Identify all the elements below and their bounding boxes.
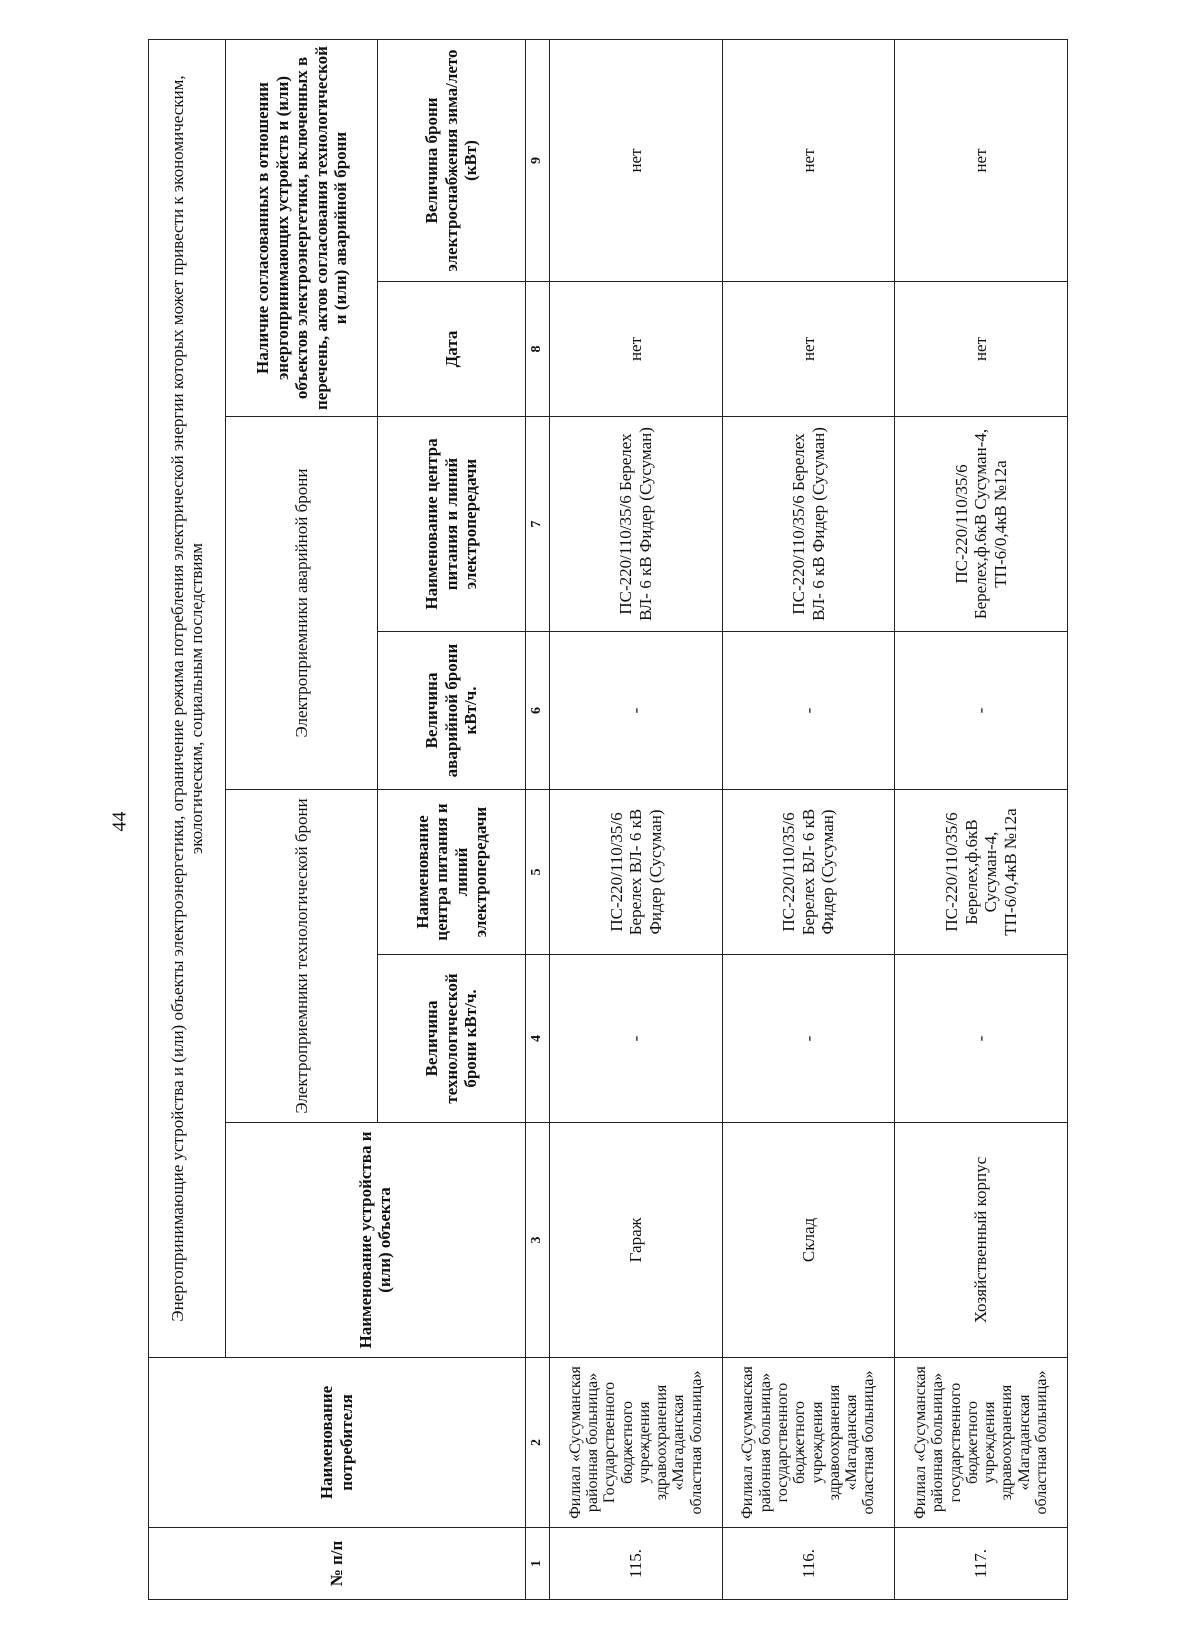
header-consumer: Наименование потребителя bbox=[149, 1358, 526, 1528]
agreement-date: нет bbox=[550, 282, 723, 417]
object-name: Гараж bbox=[550, 1123, 723, 1358]
object-name: Хозяйственный корпус bbox=[895, 1123, 1068, 1358]
column-number: 3 bbox=[525, 1123, 549, 1358]
header-emerg-value: Величина аварийной брони кВт/ч. bbox=[378, 632, 525, 790]
column-number: 1 bbox=[525, 1528, 549, 1600]
reserve-value: нет bbox=[895, 40, 1068, 282]
header-date: Дата bbox=[378, 282, 525, 417]
table-row bbox=[895, 40, 1068, 1600]
consumer-name: Филиал «Сусуманская районная больница» Государственного бюджетного учреждения здравоохранения «Магаданская областная больница» bbox=[550, 1358, 723, 1528]
header-emerg-line: Наименование центра питания и линий электропередачи bbox=[378, 417, 525, 632]
header-tech-value: Величина технологической брони кВт/ч. bbox=[378, 955, 525, 1123]
row-number: 116. bbox=[722, 1528, 895, 1600]
emerg-reserve-value: - bbox=[550, 632, 723, 790]
tech-power-line: ПС-220/110/35/6 Берелех ВЛ- 6 кВ Фидер (Сусуман) bbox=[550, 790, 723, 955]
emerg-reserve-value: - bbox=[722, 632, 895, 790]
table-title: Энергопринимающие устройства и (или) объекты электроэнергетики, ограничение режима потребления электрической энергии которых может привести к экономическим, экологическим, социальным последствиям bbox=[149, 40, 226, 1358]
row-number: 115. bbox=[550, 1528, 723, 1600]
table-title-row bbox=[149, 40, 226, 1600]
reserve-value: нет bbox=[550, 40, 723, 282]
header-reserve: Величина брони электроснабжения зима/лето (кВт) bbox=[378, 40, 525, 282]
header-object: Наименование устройства и (или) объекта bbox=[226, 1123, 526, 1358]
object-name: Склад bbox=[722, 1123, 895, 1358]
page-number: 44 bbox=[108, 811, 131, 832]
tech-power-line: ПС-220/110/35/6 Берелех,ф.6кВ Сусуман-4, ТП-6/0,4кВ №12а bbox=[895, 790, 1068, 955]
tech-power-line: ПС-220/110/35/6 Берелех ВЛ- 6 кВ Фидер (Сусуман) bbox=[722, 790, 895, 955]
header-num: № п/п bbox=[149, 1528, 526, 1600]
column-number: 4 bbox=[525, 955, 549, 1123]
column-number: 2 bbox=[525, 1358, 549, 1528]
reserve-value: нет bbox=[722, 40, 895, 282]
agreement-date: нет bbox=[722, 282, 895, 417]
table-row bbox=[722, 40, 895, 1600]
emerg-reserve-value: - bbox=[895, 632, 1068, 790]
header-agree-group: Наличие согласованных в отношении энергопринимающих устройств и (или) объектов электроэнергетики, включенных в перечень, актов согласования технологической и (или) аварийной брони bbox=[226, 40, 378, 417]
rotated-table-container bbox=[148, 40, 1068, 1600]
row-number: 117. bbox=[895, 1528, 1068, 1600]
consumer-name: Филиал «Сусуманская районная больница» государственного бюджетного учреждения здравоохранения «Магаданская областная больница» bbox=[722, 1358, 895, 1528]
emerg-power-line: ПС-220/110/35/6 Берелех,ф.6кВ Сусуман-4, ТП-6/0,4кВ №12а bbox=[895, 417, 1068, 632]
column-number: 6 bbox=[525, 632, 549, 790]
header-tech-group: Электроприемники технологической брони bbox=[226, 790, 378, 1123]
header-emerg-group: Электроприемники аварийной брони bbox=[226, 417, 378, 790]
header-tech-line: Наименование центра питания и линий электропередачи bbox=[378, 790, 525, 955]
column-number-row bbox=[525, 40, 549, 1600]
column-number: 8 bbox=[525, 282, 549, 417]
agreement-date: нет bbox=[895, 282, 1068, 417]
emerg-power-line: ПС-220/110/35/6 Берелех ВЛ- 6 кВ Фидер (Сусуман) bbox=[550, 417, 723, 632]
tech-reserve-value: - bbox=[722, 955, 895, 1123]
consumer-name: Филиал «Сусуманская районная больница» государственного бюджетного учреждения здравоохранения «Магаданская областная больница» bbox=[895, 1358, 1068, 1528]
tech-reserve-value: - bbox=[895, 955, 1068, 1123]
power-consumers-table bbox=[148, 39, 1068, 1600]
column-number: 9 bbox=[525, 40, 549, 282]
column-number: 7 bbox=[525, 417, 549, 632]
tech-reserve-value: - bbox=[550, 955, 723, 1123]
emerg-power-line: ПС-220/110/35/6 Берелех ВЛ- 6 кВ Фидер (Сусуман) bbox=[722, 417, 895, 632]
table-row bbox=[550, 40, 723, 1600]
column-number: 5 bbox=[525, 790, 549, 955]
